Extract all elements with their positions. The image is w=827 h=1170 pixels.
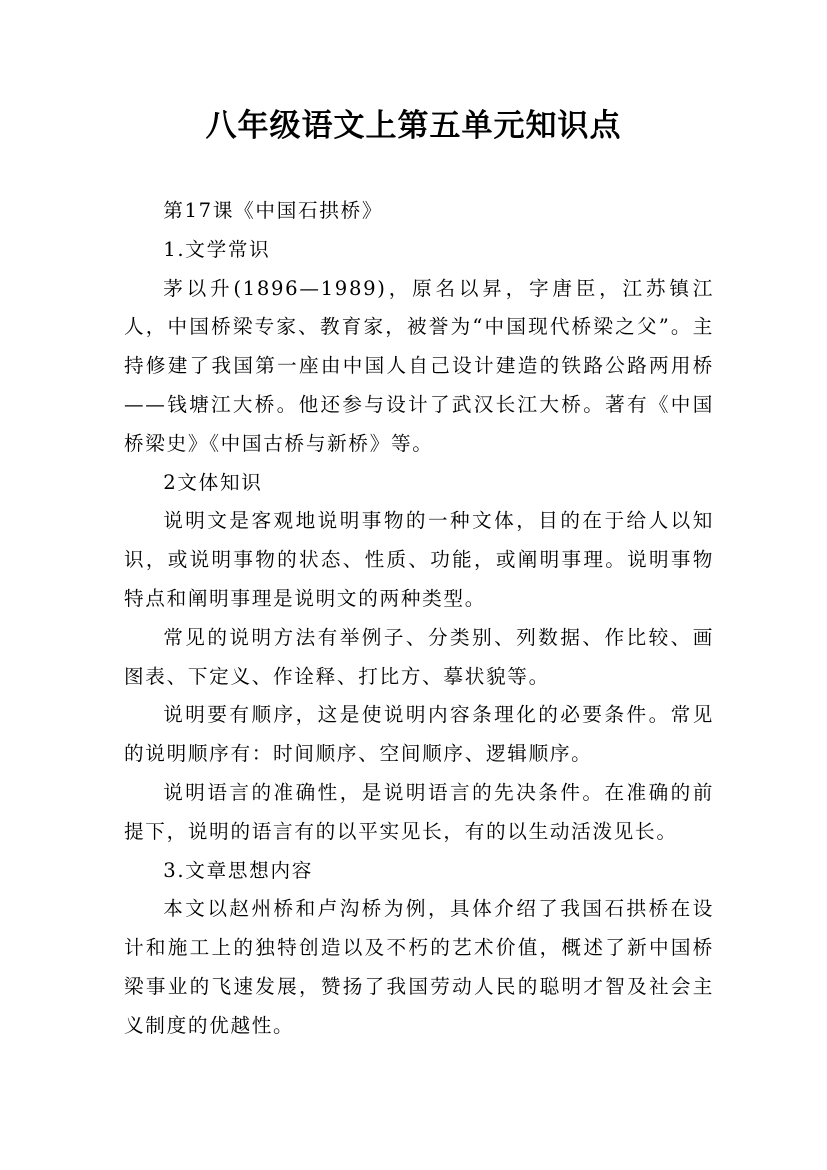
paragraph-explanation-language: 说明语言的准确性，是说明语言的先决条件。在准确的前提下，说明的语言有的以平实见长，有的以生动活泼见长。 [124,780,714,843]
paragraph-explanation-methods: 常见的说明方法有举例子、分类别、列数据、作比较、画图表、下定义、作诠释、打比方、摹状貌等。 [124,625,714,688]
paragraph-genre-definition: 说明文是客观地说明事物的一种文体，目的在于给人以知识，或说明事物的状态、性质、功能，或阐明事理。说明事物特点和阐明事理是说明文的两种类型。 [124,509,714,610]
page-title: 八年级语文上第五单元知识点 [205,108,622,144]
section-heading-literature: 1.文学常识 [163,237,271,261]
paragraph-author-bio: 茅以升(1896—1989)，原名以昇，字唐臣，江苏镇江人，中国桥梁专家、教育家，被誉为“中国现代桥梁之父”。主持修建了我国第一座由中国人自己设计建造的铁路公路两用桥——钱塘江大桥。他还参与设计了武汉长江大桥。著有《中国桥梁史》《中国古桥与新桥》等。 [124,276,714,455]
section-heading-genre: 2文体知识 [163,470,263,494]
lesson-heading: 第17课《中国石拱桥》 [163,199,384,222]
section-heading-content: 3.文章思想内容 [163,858,314,882]
paragraph-explanation-order: 说明要有顺序，这是使说明内容条理化的必要条件。常见的说明顺序有：时间顺序、空间顺序、逻辑顺序。 [124,703,714,766]
paragraph-article-content: 本文以赵州桥和卢沟桥为例，具体介绍了我国石拱桥在设计和施工上的独特创造以及不朽的艺术价值，概述了新中国桥梁事业的飞速发展，赞扬了我国劳动人民的聪明才智及社会主义制度的优越性。 [124,897,714,1037]
document-body [124,192,714,1046]
